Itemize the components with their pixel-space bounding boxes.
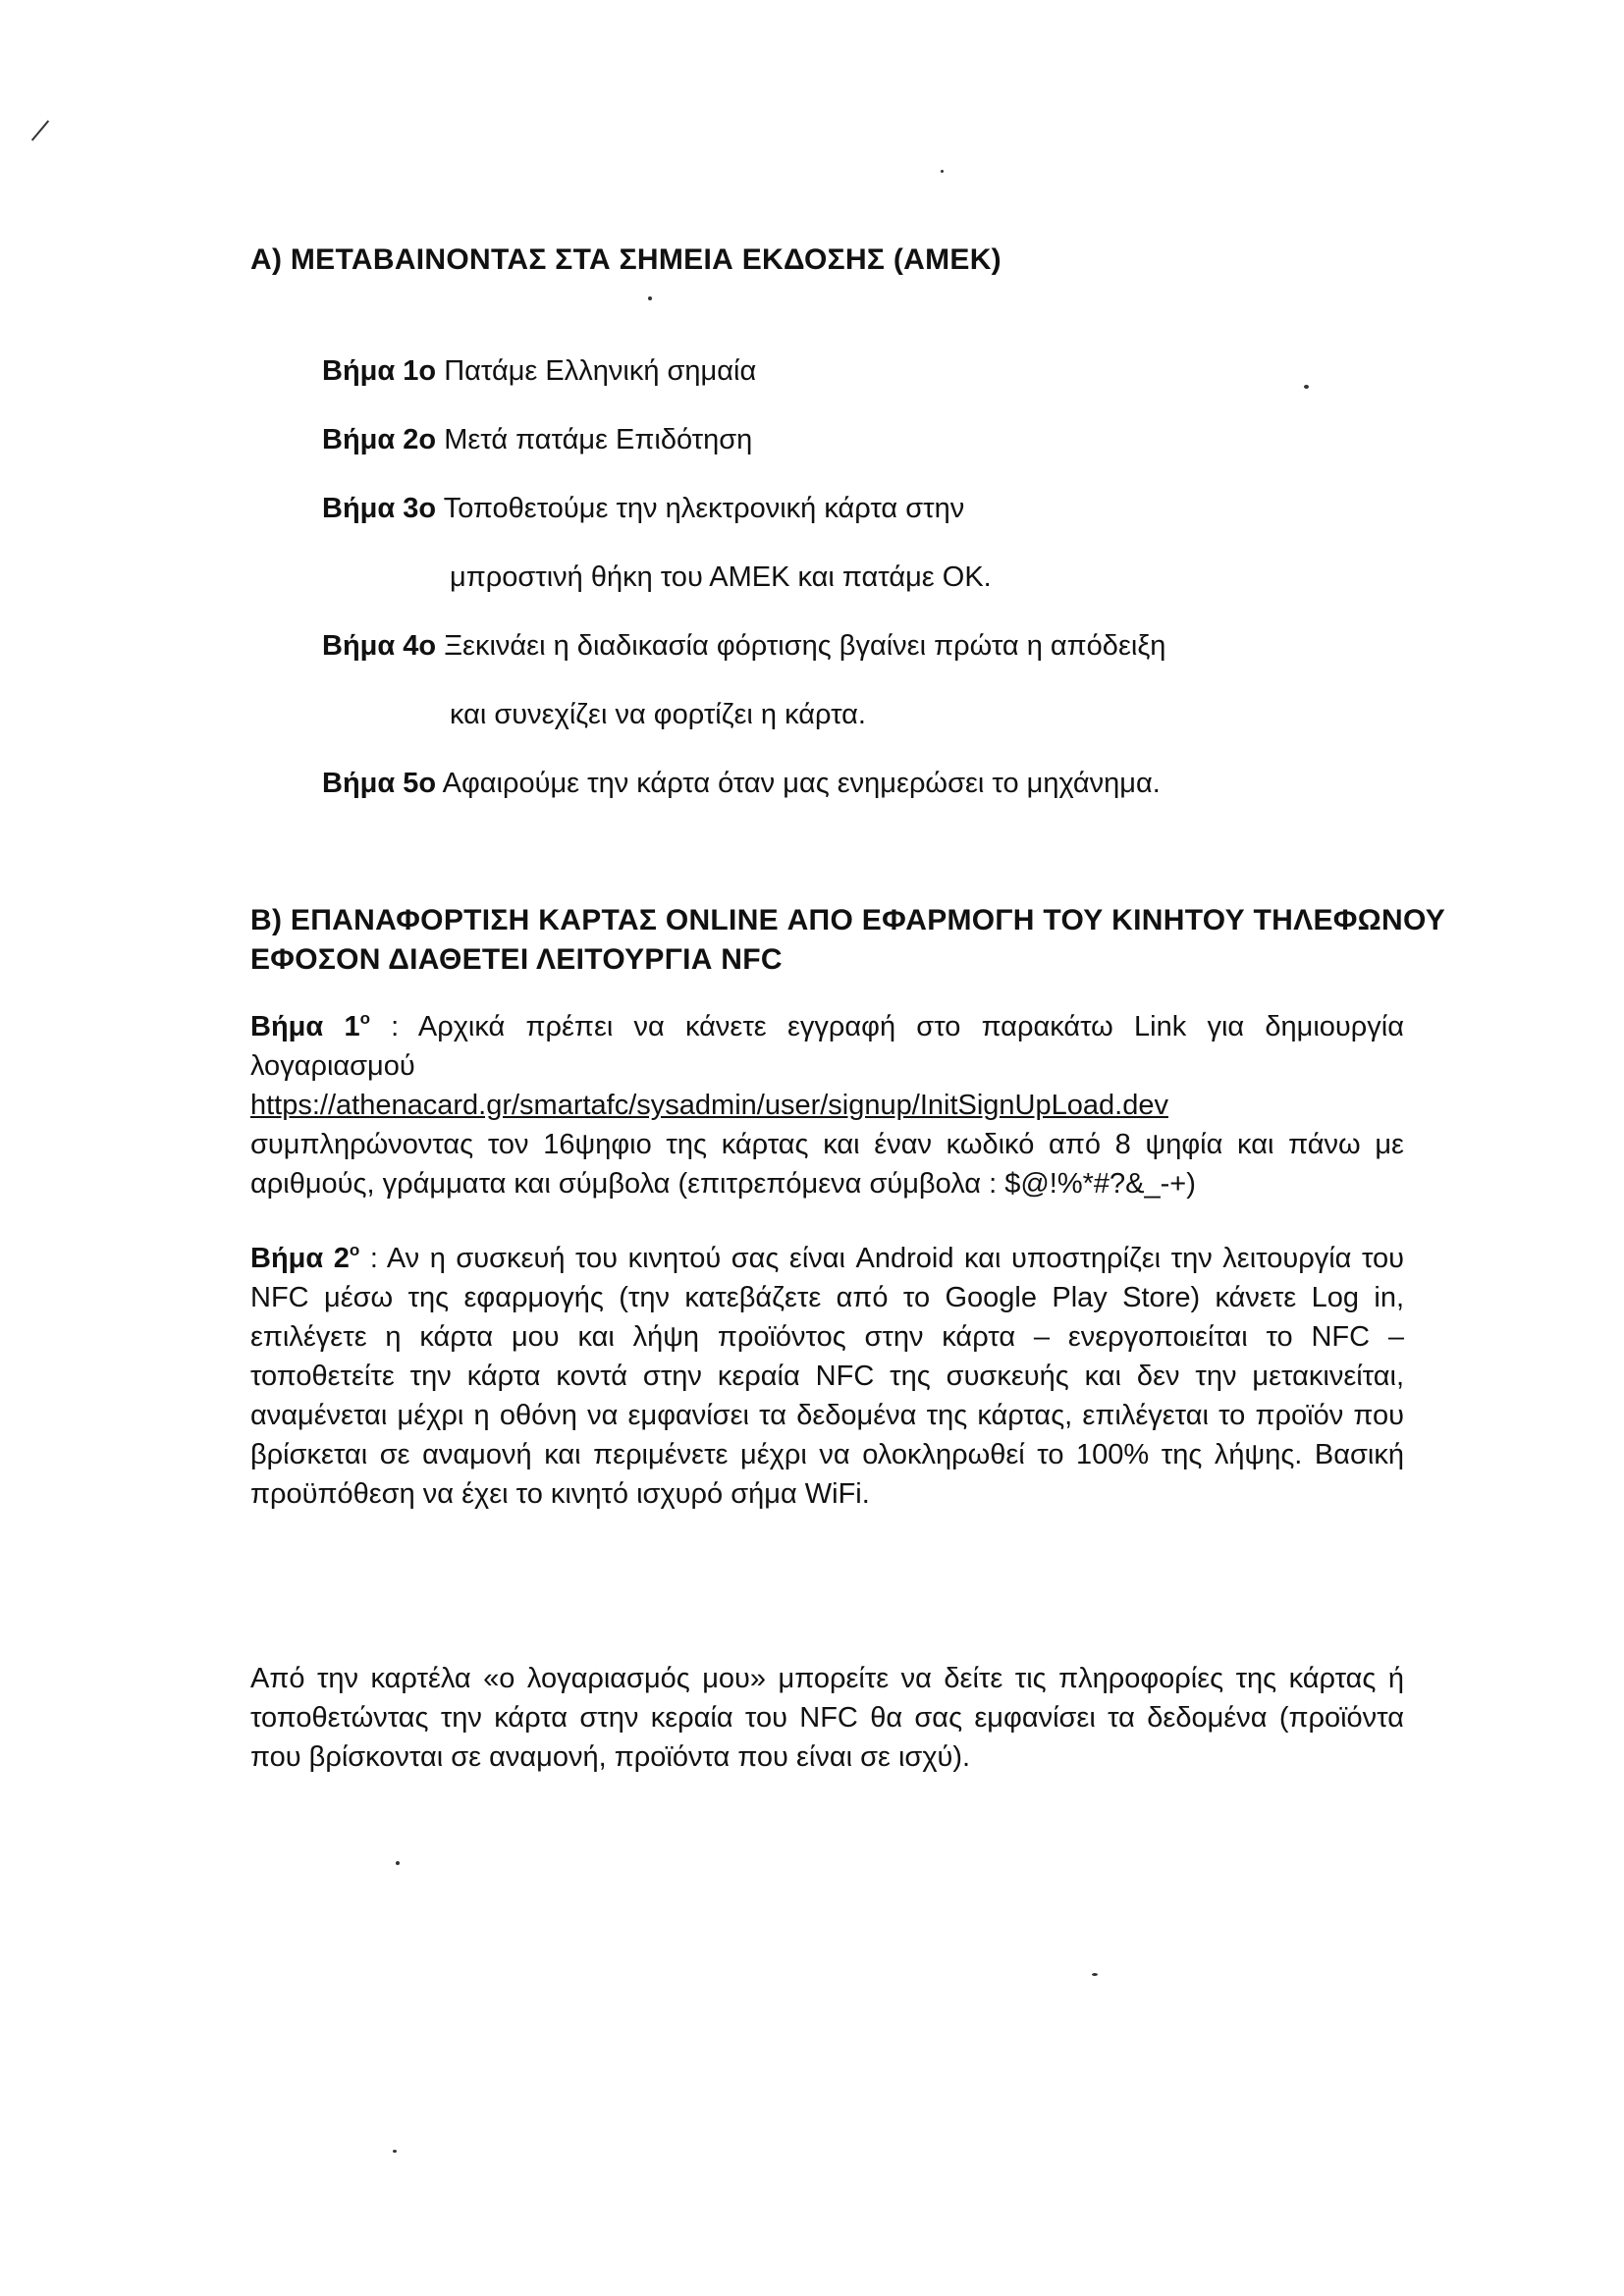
step-1-details: συμπληρώνοντας τον 16ψηφιο της κάρτας και έναν κωδικό από 8 ψηφία και πάνω με αριθμούς, γράμματα και σύμβολα (επιτρεπόμενα σύμβολα : $@!%*#?&_-+) (250, 1129, 1404, 1200)
step-5 (322, 768, 1161, 800)
step-label: Βήμα 2 (250, 1243, 350, 1274)
step-label: Βήμα 1 (250, 1011, 360, 1042)
step-1 (322, 355, 756, 388)
section-b-heading (250, 901, 1445, 980)
step-text: Πατάμε Ελληνική σημαία (444, 355, 757, 387)
step-label: Βήμα 4ο (322, 630, 437, 662)
step-3-continuation: μπροστινή θήκη του ΑΜΕΚ και πατάμε ΟΚ. (450, 561, 992, 593)
step-text: Μετά πατάμε Επιδότηση (444, 424, 753, 455)
section-b-heading-line-2: ΕΦΟΣΟΝ ΔΙΑΘΕΤΕΙ ΛΕΙΤΟΥΡΓΙΑ NFC (250, 943, 783, 976)
scan-speck (941, 170, 944, 173)
step-3 (322, 493, 964, 525)
scan-speck (1092, 1973, 1098, 1976)
step-1-text: : Αρχικά πρέπει να κάνετε εγγραφή στο παρακάτω Link για δημιουργία λογαριασμού (250, 1011, 1404, 1082)
scan-speck (396, 1861, 400, 1865)
step-text: Τοποθετούμε την ηλεκτρονική κάρτα στην (443, 493, 965, 524)
step-label: Βήμα 3ο (322, 493, 437, 524)
step-label: Βήμα 1ο (322, 355, 437, 387)
section-b-heading-line-1: B) ΕΠΑΝΑΦΟΡΤΙΣΗ ΚΑΡΤΑΣ ONLINE ΑΠΟ ΕΦΑΡΜΟΓΗ ΤΟΥ ΚΙΝΗΤΟΥ ΤΗΛΕΦΩΝΟΥ (250, 904, 1446, 936)
step-label-superscript: ο (349, 1241, 360, 1259)
step-label-superscript: ο (359, 1009, 370, 1028)
closing-paragraph: Από την καρτέλα «ο λογαριασμός μου» μπορείτε να δείτε τις πληροφορίες της κάρτας ή τοποθετώντας την κάρτα στην κεραία του NFC θα σας εμφανίσει τα δεδομένα (προϊόντα που βρίσκονται σε αναμονή, προϊόντα που είναι σε ισχύ). (250, 1663, 1404, 1773)
step-text: Αφαιρούμε την κάρτα όταν μας ενημερώσει το μηχάνημα. (442, 768, 1161, 799)
section-a-heading: A) ΜΕΤΑΒΑΙΝΟΝΤΑΣ ΣΤΑ ΣΗΜΕΙΑ ΕΚΔΟΣΗΣ (ΑΜΕΚ) (250, 243, 1001, 276)
scan-speck (31, 120, 49, 140)
step-2-text: : Αν η συσκευή του κινητού σας είναι Android και υποστηρίζει την λειτουργία του NFC μέσω της εφαρμογής (την κατεβάζετε από το Google Play Store) κάνετε Log in, επιλέγετε η κάρτα μου και λήψη προϊόντος στην κάρτα – ενεργοποιείται το NFC – τοποθετείτε την κάρτα κοντά στην κεραία NFC της συσκευής και δεν την μετακινείται, αναμένεται μέχρι η οθόνη να εμφανίσει τα δεδομένα της κάρτας, επιλέγεται το προϊόν που βρίσκεται σε αναμονή και περιμένετε μέχρι να ολοκληρωθεί το 100% της λήψης. Βασική προϋπόθεση να έχει το κινητό ισχυρό σήμα WiFi. (250, 1243, 1404, 1510)
section-b-step-1 (250, 1007, 1404, 1203)
step-label: Βήμα 2ο (322, 424, 437, 455)
step-4-continuation: και συνεχίζει να φορτίζει η κάρτα. (450, 699, 866, 730)
scan-speck (1304, 385, 1309, 389)
signup-link[interactable]: https://athenacard.gr/smartafc/sysadmin/user/signup/InitSignUpLoad.dev (250, 1090, 1168, 1121)
step-2 (322, 424, 752, 456)
section-b-step-2 (250, 1239, 1404, 1514)
step-text: Ξεκινάει η διαδικασία φόρτισης βγαίνει πρώτα η απόδειξη (444, 630, 1166, 662)
step-label: Βήμα 5ο (322, 768, 437, 799)
scan-speck (393, 2150, 397, 2153)
scan-speck (648, 296, 652, 300)
step-4 (322, 630, 1165, 663)
